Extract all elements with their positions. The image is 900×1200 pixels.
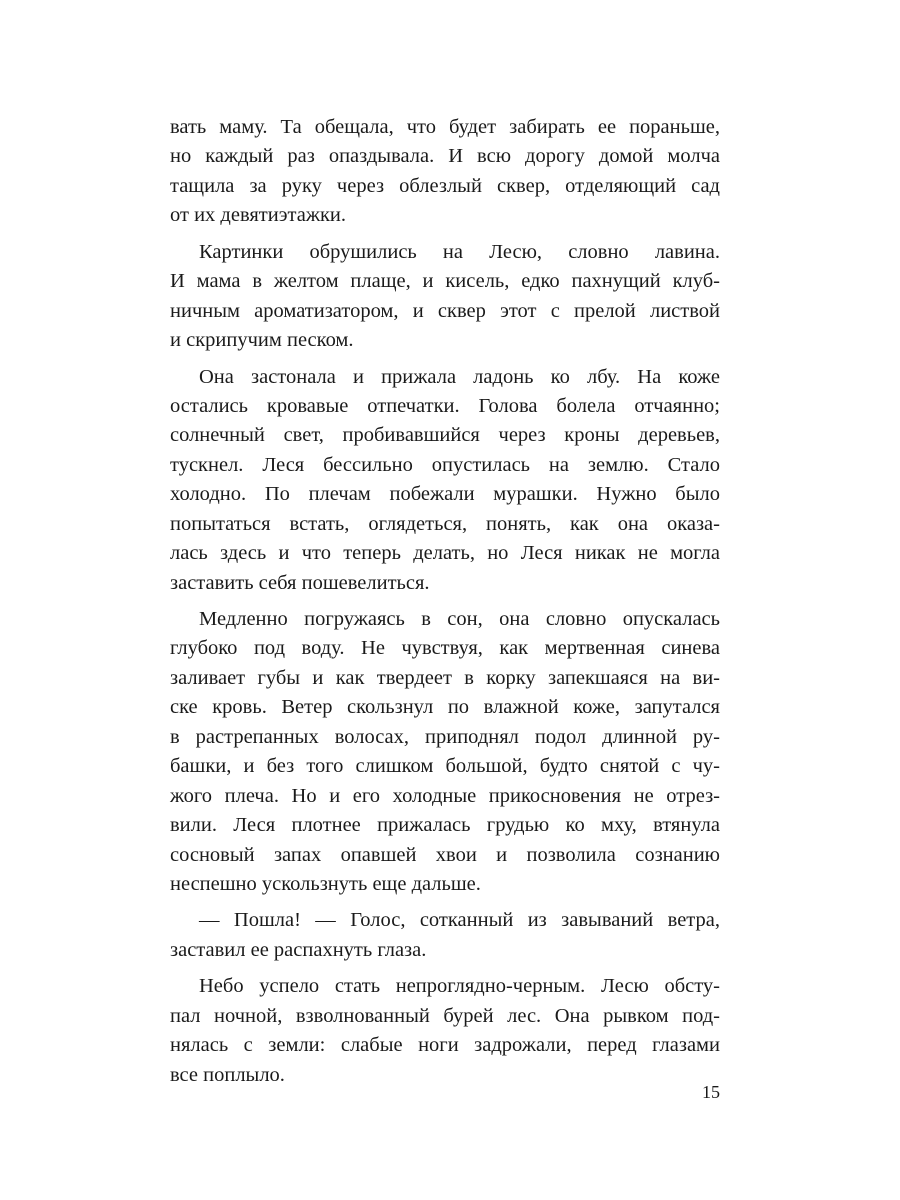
text-line: Картинки обрушились на Лесю, словно лавина. xyxy=(199,240,720,263)
text-line: И мама в желтом плаще, и кисель, едко пахнущий клуб- xyxy=(170,270,720,293)
text-line: от их девятиэтажки. xyxy=(170,204,347,227)
text-line: все поплыло. xyxy=(170,1063,285,1086)
text-line: в растрепанных волосах, приподнял подол длинной ру- xyxy=(170,725,720,748)
text-line: заливает губы и как твердеет в корку запекшаяся на ви- xyxy=(170,666,720,689)
text-line: Небо успело стать непроглядно-черным. Лесю обсту- xyxy=(199,975,720,998)
text-line: ничным ароматизатором, и сквер этот с прелой листвой xyxy=(170,299,720,322)
text-line: нялась с земли: слабые ноги задрожали, перед глазами xyxy=(170,1034,720,1057)
text-line: Она застонала и прижала ладонь ко лбу. На коже xyxy=(199,365,720,388)
text-line: тускнел. Леся бессильно опустилась на землю. Стало xyxy=(170,453,720,476)
text-line: сосновый запах опавшей хвои и позволила сознанию xyxy=(170,843,720,866)
page-number: 15 xyxy=(702,1082,720,1102)
text-line: башки, и без того слишком большой, будто снятой с чу- xyxy=(170,755,720,778)
text-line: холодно. По плечам побежали мурашки. Нужно было xyxy=(170,483,720,506)
text-line: вили. Леся плотнее прижалась грудью ко мху, втянула xyxy=(170,814,720,837)
text-line: жого плеча. Но и его холодные прикосновения не отрез- xyxy=(170,784,720,807)
body-text xyxy=(170,113,720,1090)
text-line: попытаться встать, оглядеться, понять, как она оказа- xyxy=(170,512,720,535)
text-line: неспешно ускользнуть еще дальше. xyxy=(170,872,481,895)
text-line: пал ночной, взволнованный бурей лес. Она рывком под- xyxy=(170,1004,720,1027)
text-line: вать маму. Та обещала, что будет забирать ее пораньше, xyxy=(170,116,720,138)
text-line: солнечный свет, пробивавшийся через кроны деревьев, xyxy=(170,424,720,447)
text-line: заставил ее распахнуть глаза. xyxy=(170,938,427,961)
text-line: заставить себя пошевелиться. xyxy=(170,571,430,594)
text-line: — Пошла! — Голос, сотканный из завываний ветра, xyxy=(199,909,720,932)
text-line: остались кровавые отпечатки. Голова болела отчаянно; xyxy=(170,394,720,417)
text-line: глубоко под воду. Не чувствуя, как мертвенная синева xyxy=(170,637,720,660)
text-line: Медленно погружаясь в сон, она словно опускалась xyxy=(199,608,720,630)
text-line: и скрипучим песком. xyxy=(170,329,354,352)
text-line: ске кровь. Ветер скользнул по влажной коже, запутался xyxy=(170,696,720,719)
text-line: но каждый раз опаздывала. И всю дорогу домой молча xyxy=(170,145,720,168)
text-line: лась здесь и что теперь делать, но Леся никак не могла xyxy=(170,542,720,565)
text-line: тащила за руку через облезлый сквер, отделяющий сад xyxy=(170,174,720,197)
